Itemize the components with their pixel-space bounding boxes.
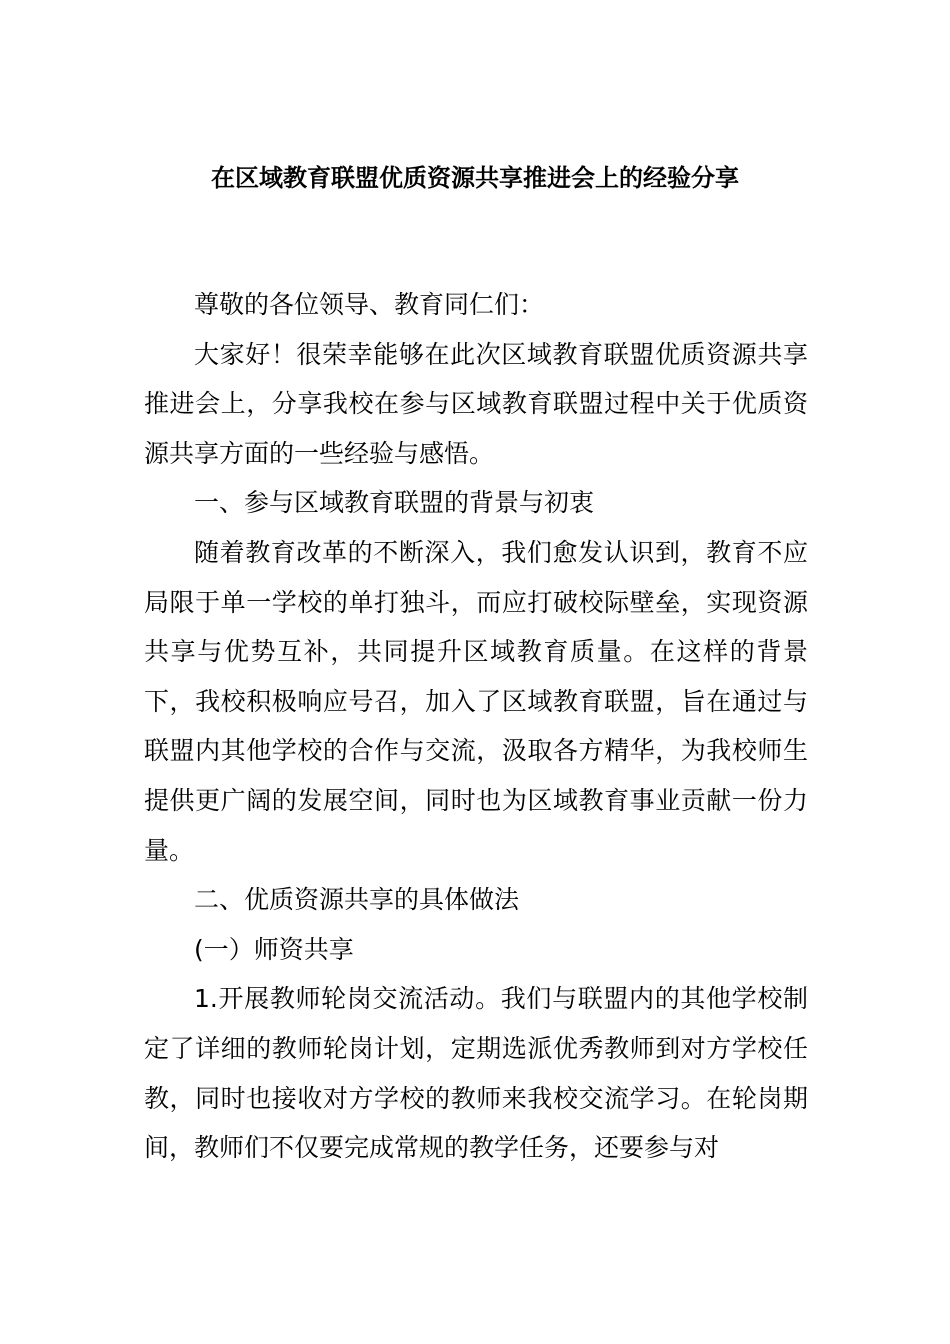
- document-body: [144, 280, 808, 1173]
- opening-paragraph: 大家好！很荣幸能够在此次区域教育联盟优质资源共享推进会上，分享我校在参与区域教育联盟过程中关于优质资源共享方面的一些经验与感悟。: [144, 339, 808, 468]
- section-heading-1: 一、参与区域教育联盟的背景与初衷: [194, 488, 595, 518]
- section-heading-2: 二、优质资源共享的具体做法: [194, 885, 520, 915]
- document-title: 在区域教育联盟优质资源共享推进会上的经验分享: [211, 164, 739, 192]
- subsection-heading-1: (一）师资共享: [194, 934, 354, 964]
- salutation: 尊敬的各位领导、教育同仁们：: [194, 290, 545, 319]
- teacher-rotation-paragraph: 1.开展教师轮岗交流活动。我们与联盟内的其他学校制定了详细的教师轮岗计划，定期选派优秀教师到对方学校任教，同时也接收对方学校的教师来我校交流学习。在轮岗期间，教师们不仅要完成常规的教学任务，还要参与对: [144, 984, 808, 1163]
- background-paragraph: 随着教育改革的不断深入，我们愈发认识到，教育不应局限于单一学校的单打独斗，而应打破校际壁垒，实现资源共享与优势互补，共同提升区域教育质量。在这样的背景下，我校积极响应号召，加入了区域教育联盟，旨在通过与联盟内其他学校的合作与交流，汲取各方精华，为我校师生提供更广阔的发展空间，同时也为区域教育事业贡献一份力量。: [144, 537, 808, 865]
